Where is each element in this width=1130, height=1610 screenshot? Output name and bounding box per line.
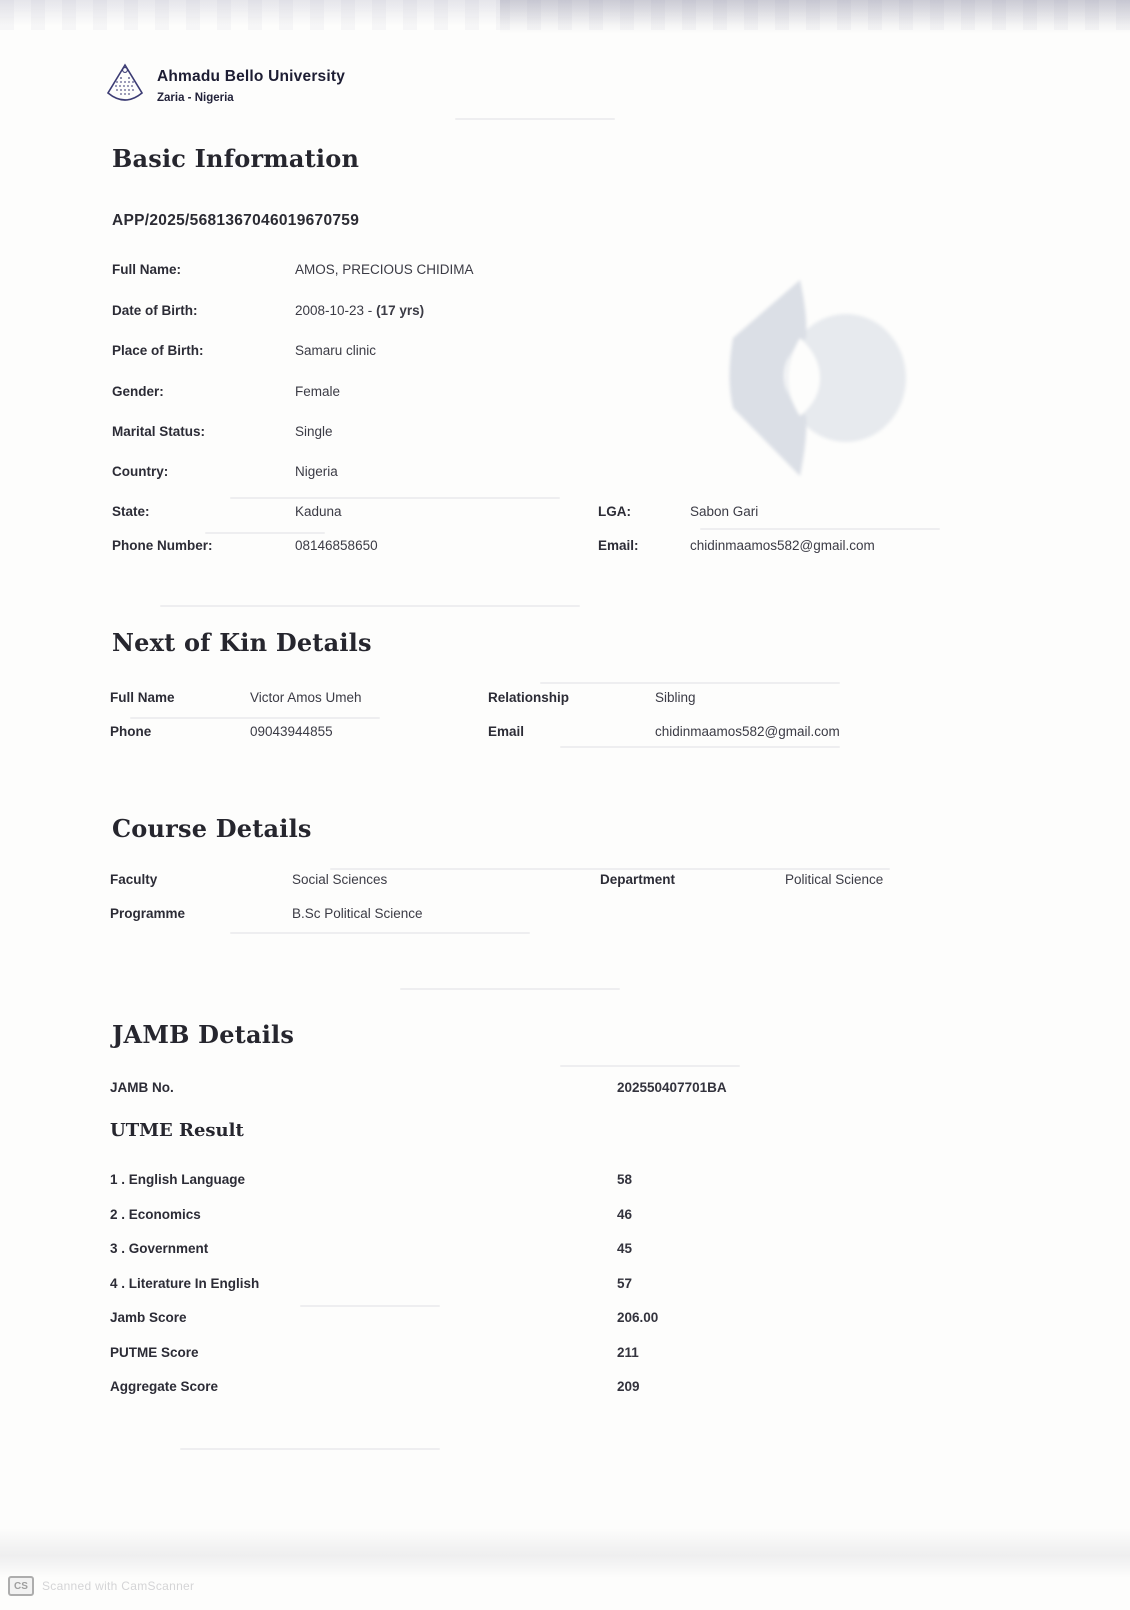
field-label: Full Name <box>110 690 175 705</box>
utme-row-economics <box>110 1207 1070 1222</box>
field-value: Sabon Gari <box>690 504 759 519</box>
field-label: JAMB No. <box>110 1080 174 1095</box>
score-value: 209 <box>617 1379 640 1394</box>
university-crest-icon <box>103 62 147 106</box>
scan-artifact-line <box>330 868 890 870</box>
field-value-age: (17 yrs) <box>376 303 425 318</box>
putme-score-row <box>110 1345 1070 1360</box>
field-label: Email <box>488 724 525 739</box>
nok-row-name-relationship <box>110 690 1070 705</box>
score-label: Aggregate Score <box>110 1379 219 1394</box>
subject-score: 46 <box>617 1207 633 1222</box>
field-label: Date of Birth: <box>112 303 198 318</box>
subject-label: 1 . English Language <box>110 1172 246 1187</box>
field-value: Female <box>295 384 341 399</box>
utme-row-government <box>110 1241 1070 1256</box>
scan-noise-bottom-band <box>0 1528 1130 1578</box>
field-value: Sibling <box>655 690 696 705</box>
field-label: Email: <box>598 538 639 553</box>
field-label: Faculty <box>110 872 158 887</box>
nok-row-phone-email <box>110 724 1070 739</box>
header <box>103 62 345 106</box>
scan-artifact-line <box>230 932 530 934</box>
subject-label: 3 . Government <box>110 1241 209 1256</box>
field-label: Marital Status: <box>112 424 206 439</box>
scan-artifact-line <box>700 528 940 530</box>
field-label: LGA: <box>598 504 631 519</box>
scan-artifact-line <box>560 1065 740 1067</box>
subject-label: 2 . Economics <box>110 1207 201 1222</box>
scan-artifact-line <box>230 497 560 499</box>
scan-artifact-line <box>400 988 620 990</box>
score-label: PUTME Score <box>110 1345 199 1360</box>
course-row-programme <box>110 906 1070 921</box>
score-value: 206.00 <box>617 1310 659 1325</box>
field-phone-email <box>112 538 1062 553</box>
scan-artifact-line <box>180 1448 440 1450</box>
course-details-title: Course Details <box>112 814 312 843</box>
camscanner-text: Scanned with CamScanner <box>42 1579 195 1593</box>
scan-artifact-line <box>160 605 580 607</box>
field-label: Relationship <box>488 690 570 705</box>
basic-info-title: Basic Information <box>112 144 360 173</box>
field-place-of-birth <box>112 343 1062 358</box>
field-label: Place of Birth: <box>112 343 204 358</box>
field-value: B.Sc Political Science <box>292 906 423 921</box>
university-name: Ahmadu Bello University <box>157 68 346 85</box>
camscanner-watermark <box>8 1576 194 1596</box>
field-value: Samaru clinic <box>295 343 377 358</box>
field-value: 08146858650 <box>295 538 378 553</box>
field-value: 09043944855 <box>250 724 333 739</box>
field-value: 2008-10-23 - <box>295 303 377 318</box>
subject-score: 45 <box>617 1241 633 1256</box>
header-text <box>157 62 345 104</box>
jamb-details-title: JAMB Details <box>112 1020 295 1049</box>
jamb-score-row <box>110 1310 1070 1325</box>
field-value: chidinmaamos582@gmail.com <box>690 538 875 553</box>
scan-artifact-line <box>130 717 380 719</box>
subject-label: 4 . Literature In English <box>110 1276 260 1291</box>
field-value: Single <box>295 424 333 439</box>
field-label: Programme <box>110 906 186 921</box>
field-label: Full Name: <box>112 262 182 277</box>
scan-noise-top-right <box>500 0 1130 34</box>
jamb-no-row <box>110 1080 1070 1095</box>
field-country <box>112 464 1062 479</box>
scan-artifact-line <box>560 746 840 748</box>
field-value: Nigeria <box>295 464 338 479</box>
field-state-lga <box>112 504 1062 519</box>
score-value: 211 <box>617 1345 639 1360</box>
subject-score: 57 <box>617 1276 633 1291</box>
score-label: Jamb Score <box>110 1310 187 1325</box>
field-label: Gender: <box>112 384 164 399</box>
field-date-of-birth <box>112 303 1062 318</box>
field-label: Department <box>600 872 676 887</box>
field-value: Political Science <box>785 872 884 887</box>
field-value: Kaduna <box>295 504 342 519</box>
field-label: Phone Number: <box>112 538 213 553</box>
subject-score: 58 <box>617 1172 633 1187</box>
field-gender <box>112 384 1062 399</box>
field-value: chidinmaamos582@gmail.com <box>655 724 840 739</box>
field-value: Victor Amos Umeh <box>250 690 362 705</box>
course-row-faculty-department <box>110 872 1070 887</box>
scan-artifact-line <box>205 532 325 534</box>
utme-row-literature <box>110 1276 1070 1291</box>
field-value: Social Sciences <box>292 872 388 887</box>
utme-result-title: UTME Result <box>110 1120 244 1141</box>
scan-artifact-line <box>455 118 615 120</box>
university-location: Zaria - Nigeria <box>157 92 234 104</box>
next-of-kin-title: Next of Kin Details <box>112 628 372 657</box>
field-value: 202550407701BA <box>617 1080 727 1095</box>
utme-row-english <box>110 1172 1070 1187</box>
application-number: APP/2025/5681367046019670759 <box>112 212 360 229</box>
camscanner-badge-icon: CS <box>8 1576 34 1596</box>
field-label: State: <box>112 504 150 519</box>
scan-artifact-line <box>540 682 840 684</box>
field-marital-status <box>112 424 1062 439</box>
field-label: Phone <box>110 724 152 739</box>
aggregate-score-row <box>110 1379 1070 1394</box>
field-label: Country: <box>112 464 169 479</box>
field-full-name <box>112 262 1062 277</box>
scan-artifact-line <box>300 1305 440 1307</box>
field-value: AMOS, PRECIOUS CHIDIMA <box>295 262 474 277</box>
